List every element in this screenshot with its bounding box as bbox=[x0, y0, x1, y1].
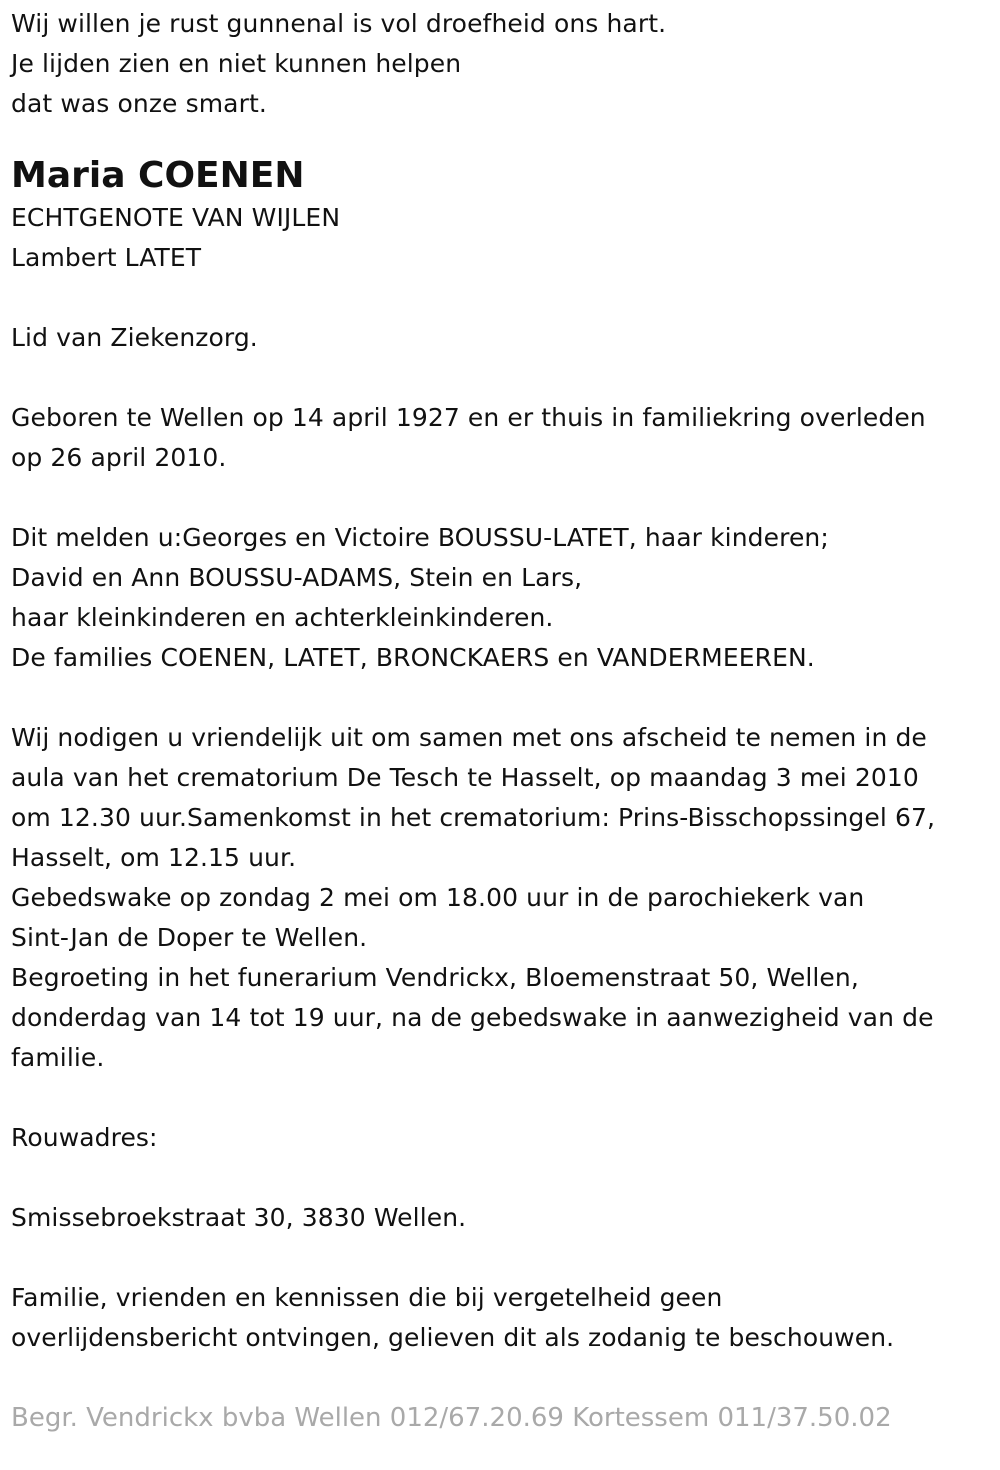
paragraph-line: Familie, vrienden en kennissen die bij vergetelheid geen bbox=[11, 1283, 723, 1312]
poem-line: Je lijden zien en niet kunnen helpen bbox=[11, 49, 462, 78]
relation-label: ECHTGENOTE VAN WIJLEN bbox=[11, 203, 341, 232]
spacer bbox=[11, 1238, 996, 1278]
paragraph-line: aula van het crematorium De Tesch te Hasselt, op maandag 3 mei 2010 bbox=[11, 763, 919, 792]
paragraph-line: donderdag van 14 tot 19 uur, na de gebedswake in aanwezigheid van de bbox=[11, 1003, 934, 1032]
membership-text: Lid van Ziekenzorg. bbox=[11, 323, 258, 352]
poem-line: Wij willen je rust gunnenal is vol droefheid ons hart. bbox=[11, 9, 667, 38]
birth-death-paragraph bbox=[11, 398, 996, 478]
spacer bbox=[11, 124, 996, 150]
family-paragraph bbox=[11, 518, 996, 678]
paragraph-line: Gebedswake op zondag 2 mei om 18.00 uur in de parochiekerk van bbox=[11, 883, 865, 912]
poem-line: dat was onze smart. bbox=[11, 89, 267, 118]
paragraph-line: Hasselt, om 12.15 uur. bbox=[11, 843, 297, 872]
spacer bbox=[11, 478, 996, 518]
spacer bbox=[11, 678, 996, 718]
spacer bbox=[11, 358, 996, 398]
paragraph-line: Dit melden u:Georges en Victoire BOUSSU-LATET, haar kinderen; bbox=[11, 523, 829, 552]
paragraph-line: om 12.30 uur.Samenkomst in het crematorium: Prins-Bisschopssingel 67, bbox=[11, 803, 936, 832]
spacer bbox=[11, 1078, 996, 1118]
paragraph-line: David en Ann BOUSSU-ADAMS, Stein en Lars, bbox=[11, 563, 583, 592]
mourning-address: Smissebroekstraat 30, 3830 Wellen. bbox=[11, 1203, 467, 1232]
deceased-name: Maria COENEN bbox=[11, 155, 305, 196]
paragraph-line: familie. bbox=[11, 1043, 105, 1072]
poem bbox=[11, 4, 996, 124]
paragraph-line: Wij nodigen u vriendelijk uit om samen met ons afscheid te nemen in de bbox=[11, 723, 927, 752]
obituary-notice bbox=[11, 4, 996, 1438]
funeral-home-footer: Begr. Vendrickx bvba Wellen 012/67.20.69 Kortessem 011/37.50.02 bbox=[11, 1403, 892, 1433]
address-label: Rouwadres: bbox=[11, 1123, 158, 1152]
notice-paragraph bbox=[11, 1278, 996, 1358]
spacer bbox=[11, 278, 996, 318]
ceremony-paragraph bbox=[11, 718, 996, 1078]
spacer bbox=[11, 1358, 996, 1398]
paragraph-line: De families COENEN, LATET, BRONCKAERS en VANDERMEEREN. bbox=[11, 643, 815, 672]
paragraph-line: op 26 april 2010. bbox=[11, 443, 227, 472]
paragraph-line: overlijdensbericht ontvingen, gelieven dit als zodanig te beschouwen. bbox=[11, 1323, 895, 1352]
paragraph-line: haar kleinkinderen en achterkleinkinderen. bbox=[11, 603, 554, 632]
paragraph-line: Sint-Jan de Doper te Wellen. bbox=[11, 923, 368, 952]
paragraph-line: Begroeting in het funerarium Vendrickx, Bloemenstraat 50, Wellen, bbox=[11, 963, 859, 992]
spouse-name: Lambert LATET bbox=[11, 243, 202, 272]
paragraph-line: Geboren te Wellen op 14 april 1927 en er thuis in familiekring overleden bbox=[11, 403, 926, 432]
spacer bbox=[11, 1158, 996, 1198]
